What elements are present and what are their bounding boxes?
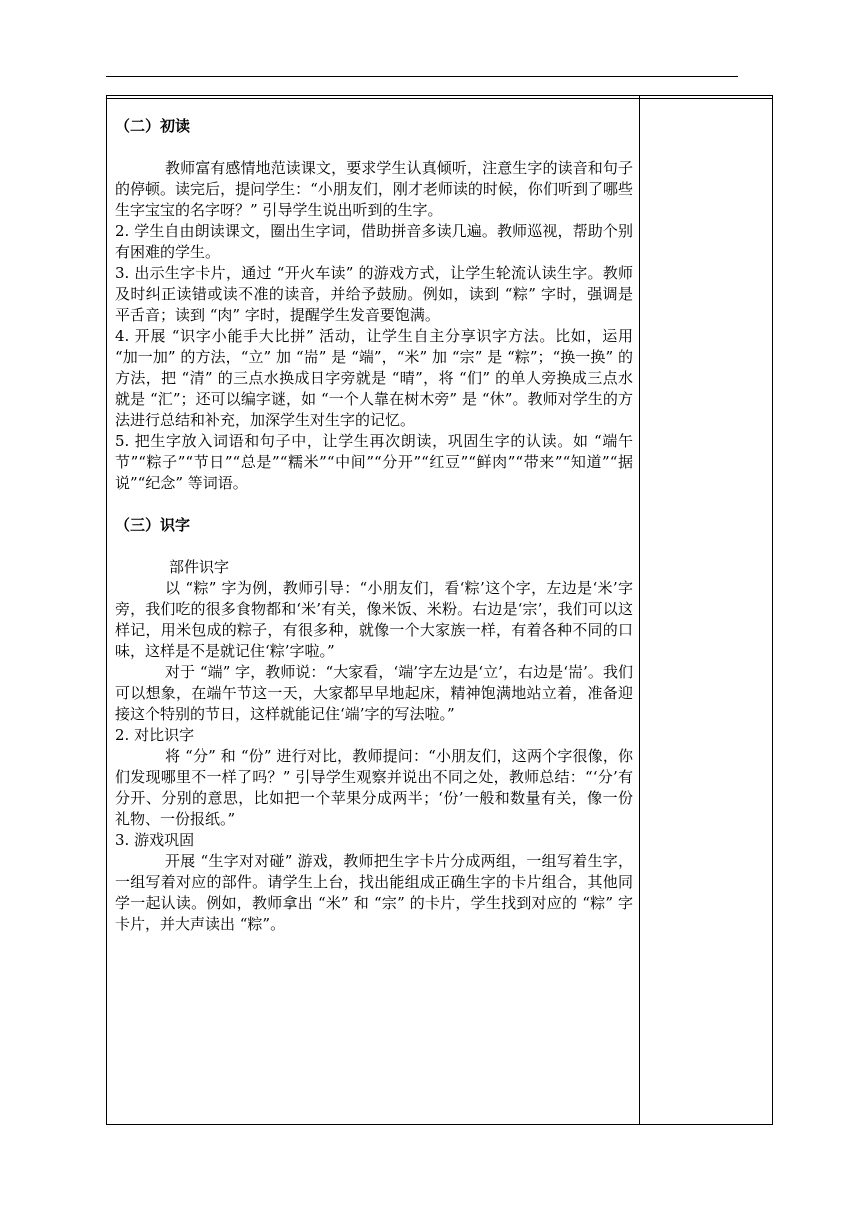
subsection-title-game: 3. 游戏巩固 <box>115 831 195 849</box>
list-item-4: 4. 开展 “识字小能手大比拼” 活动，让学生自主分享识字方法。比如，运用 “加一加” 的方法，“立” 加 “耑” 是 “端”，“米” 加 “宗” 是 “粽”；“换一换” 的方法，把 “清” 的三点水换成日字旁就是 “晴”，将 “们” 的单人旁换成三点水就是 “汇”；还可以编字谜，如 “一个人靠在树木旁” 是 “休”。教师对学生的方法进行总结和补充，加深学生对生字的记忆。 <box>115 327 633 429</box>
game-paragraph: 开展 “生字对对碰” 游戏，教师把生字卡片分成两组，一组写着生字，一组写着对应的部件。请学生上台，找出能组成正确生字的卡片组合，其他同学一起认读。例如，教师拿出 “米” 和 “宗” 的卡片，学生找到对应的 “粽” 字卡片，并大声读出 “粽”。 <box>115 852 633 933</box>
page-header-rule <box>106 76 738 77</box>
lesson-content-cell <box>115 116 633 935</box>
zong-character-paragraph: 以 “粽” 字为例，教师引导：“小朋友们，看‘粽’这个字，左边是‘米’字旁，我们吃的很多食物都和‘米’有关，像米饭、米粉。右边是‘宗’，我们可以这样记，用米包成的粽子，有很多种，就像一个大家族一样，有着各种不同的口味，这样是不是就记住‘粽’字啦。” <box>115 579 633 660</box>
teacher-reading-paragraph: 教师富有感情地范读课文，要求学生认真倾听，注意生字的读音和句子的停顿。读完后，提问学生：“小朋友们，刚才老师读的时候，你们听到了哪些生字宝宝的名字呀？” 引导学生说出听到的生字。 <box>115 159 633 219</box>
lesson-plan-table <box>106 95 773 1125</box>
comparison-paragraph: 将 “分” 和 “份” 进行对比，教师提问：“小朋友们，这两个字很像，你们发现哪里不一样了吗？” 引导学生观察并说出不同之处，教师总结：“‘分’有分开、分别的意思，比如把一个苹果分成两半；‘份’一般和数量有关，像一份礼物、一份报纸。” <box>115 747 633 828</box>
subsection-title-comparison: 2. 对比识字 <box>115 726 195 744</box>
section-heading-literacy: （三）识字 <box>115 516 191 534</box>
list-item-3: 3. 出示生字卡片，通过 “开火车读” 的游戏方式，让学生轮流认读生字。教师及时纠正读错或读不准的读音，并给予鼓励。例如，读到 “粽” 字时，强调是平舌音；读到 “肉” 字时，提醒学生发音要饱满。 <box>115 264 633 324</box>
duan-character-paragraph: 对于 “端” 字，教师说：“大家看，‘端’字左边是‘立’，右边是‘耑’。我们可以想象，在端午节这一天，大家都早早地起床，精神饱满地站立着，准备迎接这个特别的节日，这样就能记住‘端’字的写法啦。” <box>115 663 633 723</box>
list-item-5: 5. 把生字放入词语和句子中，让学生再次朗读，巩固生字的认读。如 “端午节”“粽子”“节日”“总是”“糯米”“中间”“分开”“红豆”“鲜肉”“带来”“知道”“据说”“纪念” 等词语。 <box>115 432 633 492</box>
column-divider <box>639 96 640 1124</box>
subsection-title-component-literacy: 部件识字 <box>169 558 230 576</box>
list-item-2: 2. 学生自由朗读课文，圈出生字词，借助拼音多读几遍。教师巡视，帮助个别有困难的学生。 <box>115 222 633 261</box>
section-heading-initial-reading: （二）初读 <box>115 117 191 135</box>
